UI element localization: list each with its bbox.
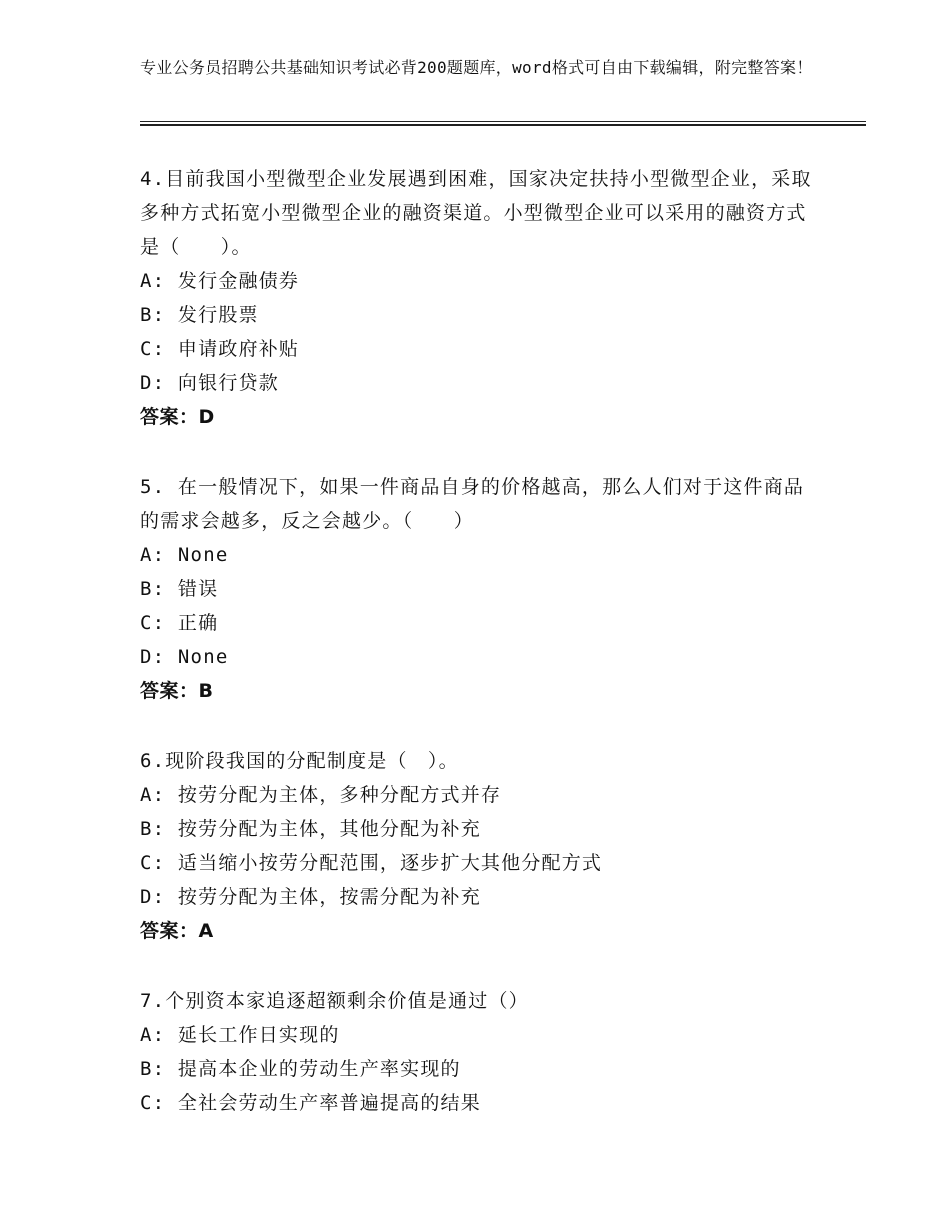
option-d: D: None (140, 646, 229, 668)
option-d: D: 向银行贷款 (140, 372, 279, 394)
question-stem: 5. 在一般情况下，如果一件商品自身的价格越高，那么人们对于这件商品的需求会越多，反之会越少。（ ） (140, 476, 805, 532)
option-b: B: 按劳分配为主体，其他分配为补充 (140, 818, 481, 840)
header-rule-thin (140, 121, 866, 122)
question-stem: 7.个别资本家追逐超额剩余价值是通过（） (140, 990, 529, 1012)
answer-line: 答案：B (140, 680, 214, 702)
option-c: C: 适当缩小按劳分配范围，逐步扩大其他分配方式 (140, 852, 603, 874)
question-gap (140, 948, 820, 984)
answer-line: 答案：D (140, 406, 215, 428)
question-stem: 4.目前我国小型微型企业发展遇到困难，国家决定扶持小型微型企业，采取多种方式拓宽小型微型企业的融资渠道。小型微型企业可以采用的融资方式是（ ）。 (140, 168, 812, 258)
question-gap (140, 708, 820, 744)
option-b: B: 错误 (140, 578, 219, 600)
option-c: C: 正确 (140, 612, 219, 634)
page-header: 专业公务员招聘公共基础知识考试必背200题题库，word格式可自由下载编辑，附完整答案！ (140, 58, 813, 77)
header-rule-thick (140, 124, 866, 126)
question-5 (140, 470, 820, 708)
option-d: D: 按劳分配为主体，按需分配为补充 (140, 886, 481, 908)
option-a: A: 延长工作日实现的 (140, 1024, 340, 1046)
question-stem: 6.现阶段我国的分配制度是（ ）。 (140, 750, 459, 772)
question-7 (140, 984, 820, 1120)
option-a: A: 发行金融债券 (140, 270, 300, 292)
option-c: C: 全社会劳动生产率普遍提高的结果 (140, 1092, 481, 1114)
option-a: A: 按劳分配为主体，多种分配方式并存 (140, 784, 502, 806)
option-b: B: 发行股票 (140, 304, 259, 326)
option-c: C: 申请政府补贴 (140, 338, 300, 360)
option-b: B: 提高本企业的劳动生产率实现的 (140, 1058, 461, 1080)
question-6 (140, 744, 820, 948)
question-list (140, 162, 820, 1120)
question-4 (140, 162, 820, 434)
option-a: A: None (140, 544, 229, 566)
question-gap (140, 434, 820, 470)
answer-line: 答案：A (140, 920, 214, 942)
